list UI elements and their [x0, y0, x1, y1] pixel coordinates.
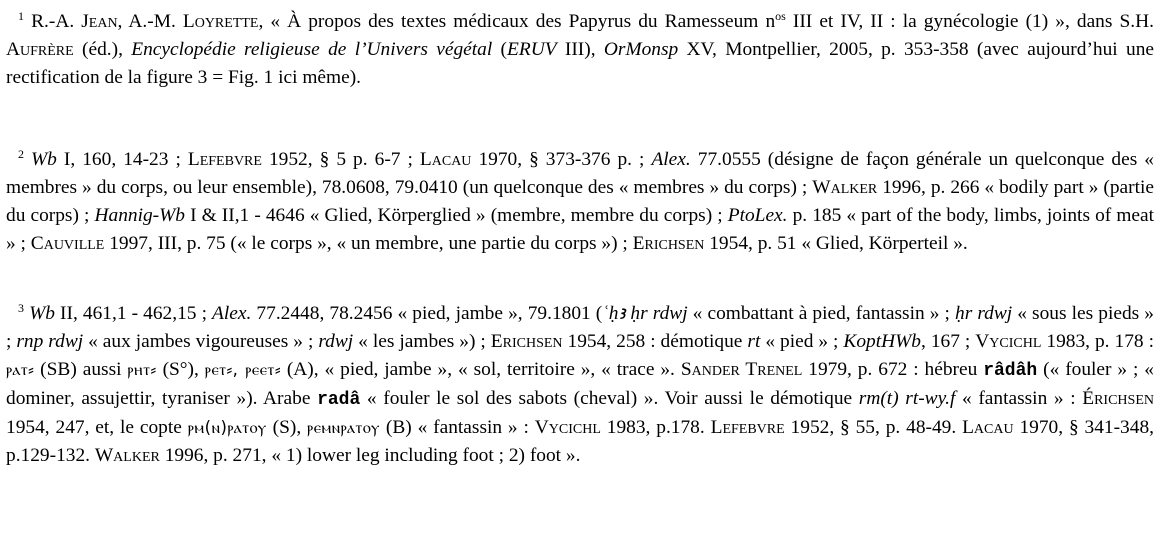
coptic-word: ⲣⲁⲧ⸗: [6, 360, 35, 379]
footnote-text: « pied » ;: [760, 331, 844, 352]
footnote-text: I & II,1 - 4646 « Glied, Körperglied » (membre, membre du corps) ;: [184, 205, 728, 226]
transliteration: ḥr rdwj: [955, 303, 1013, 324]
footnote-text: (: [492, 39, 508, 60]
footnote-text: 77.2448, 78.2456 « pied, jambe », 79.1801 (: [251, 303, 603, 324]
reference-abbrev: KoptHWb: [843, 331, 921, 352]
author-name: Lefebvre: [710, 417, 785, 438]
footnote-2: [6, 146, 1154, 258]
book-title: Encyclopédie religieuse de l’Univers végétal: [131, 39, 493, 60]
footnote-text: 1983, p. 178 :: [1041, 331, 1154, 352]
footnote-text: « fantassin » :: [955, 388, 1083, 409]
footnote-text: 1983, p.178.: [600, 417, 711, 438]
footnote-text: 1954, 247, et, le copte: [6, 417, 188, 438]
coptic-word: ⲣⲙ(ⲛ)ⲣⲁⲧⲟⲩ: [187, 418, 267, 437]
reference-abbrev: Alex.: [651, 149, 691, 170]
footnote-text: II, 461,1 - 462,15 ;: [54, 303, 213, 324]
reference-abbrev: Hannig-Wb: [94, 205, 185, 226]
footnote-text: XV, Montpellier, 2005, p. 353-358 (avec aujourd’hui une rectification de la figure 3 = Fig. 1 ici même).: [6, 39, 1155, 88]
author-name: Vycichl: [534, 417, 601, 438]
author-name: Walker: [94, 445, 160, 466]
footnote-text: (SB) aussi: [34, 359, 128, 380]
series-abbrev: OrMonsp: [603, 39, 679, 60]
superscript: os: [775, 9, 786, 23]
reference-abbrev: Wb: [29, 303, 55, 324]
transliteration: rnp rdwj: [16, 331, 84, 352]
footnote-text: 77.0555 (désigne de façon générale un quelconque des « membres » du corps, ou leur ensemble), 78.0608, 79.0410 (un quelconque des « membres » du corps) ;: [6, 149, 1154, 198]
coptic-word: ⲣⲉⲙⲛⲣⲁⲧⲟⲩ: [307, 418, 380, 437]
footnote-text: , « À propos des textes médicaux des Papyrus du Ramesseum n: [258, 11, 776, 32]
footnote-text: 1954, p. 51 « Glied, Körperteil ».: [704, 233, 968, 254]
footnote-text: « aux jambes vigoureuses » ;: [83, 331, 319, 352]
footnote-text: (S°),: [156, 359, 205, 380]
footnote-text: « combattant à pied, fantassin » ;: [687, 303, 955, 324]
transliteration: ʿḥꜣ ḥr rdwj: [602, 303, 688, 324]
footnote-text: 1970, § 373-376 p. ;: [471, 149, 652, 170]
footnote-number: 3: [18, 301, 24, 315]
footnote-text: I, 160, 14-23 ;: [56, 149, 188, 170]
transliteration: rm(t) rt-wy.f: [858, 388, 956, 409]
footnote-text: p. 185 « part of the body, limbs, joints of meat » ;: [6, 205, 1154, 254]
author-name: Érichsen: [1082, 388, 1154, 409]
footnote-text: (éd.),: [73, 39, 132, 60]
series-abbrev: ERUV: [507, 39, 557, 60]
reference-abbrev: PtoLex.: [727, 205, 788, 226]
arabic-transliteration: radâ: [317, 390, 361, 410]
footnote-text: « les jambes ») ;: [353, 331, 491, 352]
author-name: Erichsen: [632, 233, 705, 254]
footnote-text: III),: [556, 39, 604, 60]
footnote-3: [6, 300, 1154, 470]
author-name: Sander Trenel: [680, 359, 803, 380]
author-name: Cauville: [30, 233, 105, 254]
hebrew-transliteration: râdâh: [983, 361, 1038, 381]
footnote-text: 1997, III, p. 75 (« le corps », « un membre, une partie du corps ») ;: [104, 233, 633, 254]
reference-abbrev: Wb: [31, 149, 57, 170]
author-name: Aufrère: [6, 39, 74, 60]
author-name: Lacau: [962, 417, 1014, 438]
footnote-text: (S),: [266, 417, 308, 438]
transliteration: rt: [747, 331, 761, 352]
author-name: Lefebvre: [187, 149, 262, 170]
footnote-1: [6, 8, 1154, 92]
footnote-number: 2: [18, 147, 24, 161]
coptic-word: ⲣⲏⲧ⸗: [127, 360, 157, 379]
footnote-text: 1952, § 55, p. 48-49.: [784, 417, 963, 438]
footnote-text: III et IV, II : la gynécologie (1) », dans S.H.: [785, 11, 1154, 32]
footnote-text: 1954, 258 : démotique: [562, 331, 748, 352]
footnote-text: 1970, § 341-348, p.129-132.: [6, 417, 1154, 466]
author-name: Walker: [812, 177, 878, 198]
footnote-text: « sous les pieds » ;: [6, 303, 1154, 352]
reference-abbrev: Alex.: [212, 303, 252, 324]
footnote-text: (A), « pied, jambe », « sol, territoire », « trace ».: [280, 359, 681, 380]
footnote-text: 1979, p. 672 : hébreu: [802, 359, 984, 380]
author-names: R.-A. Jean, A.-M. Loyrette: [31, 11, 259, 32]
footnote-number: 1: [18, 9, 24, 23]
footnote-text: 1996, p. 271, « 1) lower leg including foot ; 2) foot ».: [159, 445, 581, 466]
author-name: Lacau: [419, 149, 472, 170]
footnote-text: 1952, § 5 p. 6-7 ;: [261, 149, 420, 170]
footnote-text: 1996, p. 266 « bodily part » (partie du corps) ;: [6, 177, 1154, 226]
footnote-text: « fouler le sol des sabots (cheval) ». Voir aussi le démotique: [360, 388, 859, 409]
footnote-text: (« fouler » ; « dominer, assujettir, tyraniser »). Arabe: [6, 359, 1154, 409]
footnote-text: , 167 ;: [921, 331, 976, 352]
coptic-word: ⲣⲉⲧ⸗, ⲣⲉⲉⲧ⸗: [204, 360, 281, 379]
author-name: Vycichl: [975, 331, 1042, 352]
author-name: Erichsen: [490, 331, 563, 352]
transliteration: rdwj: [318, 331, 354, 352]
footnote-text: (B) « fantassin » :: [380, 417, 535, 438]
